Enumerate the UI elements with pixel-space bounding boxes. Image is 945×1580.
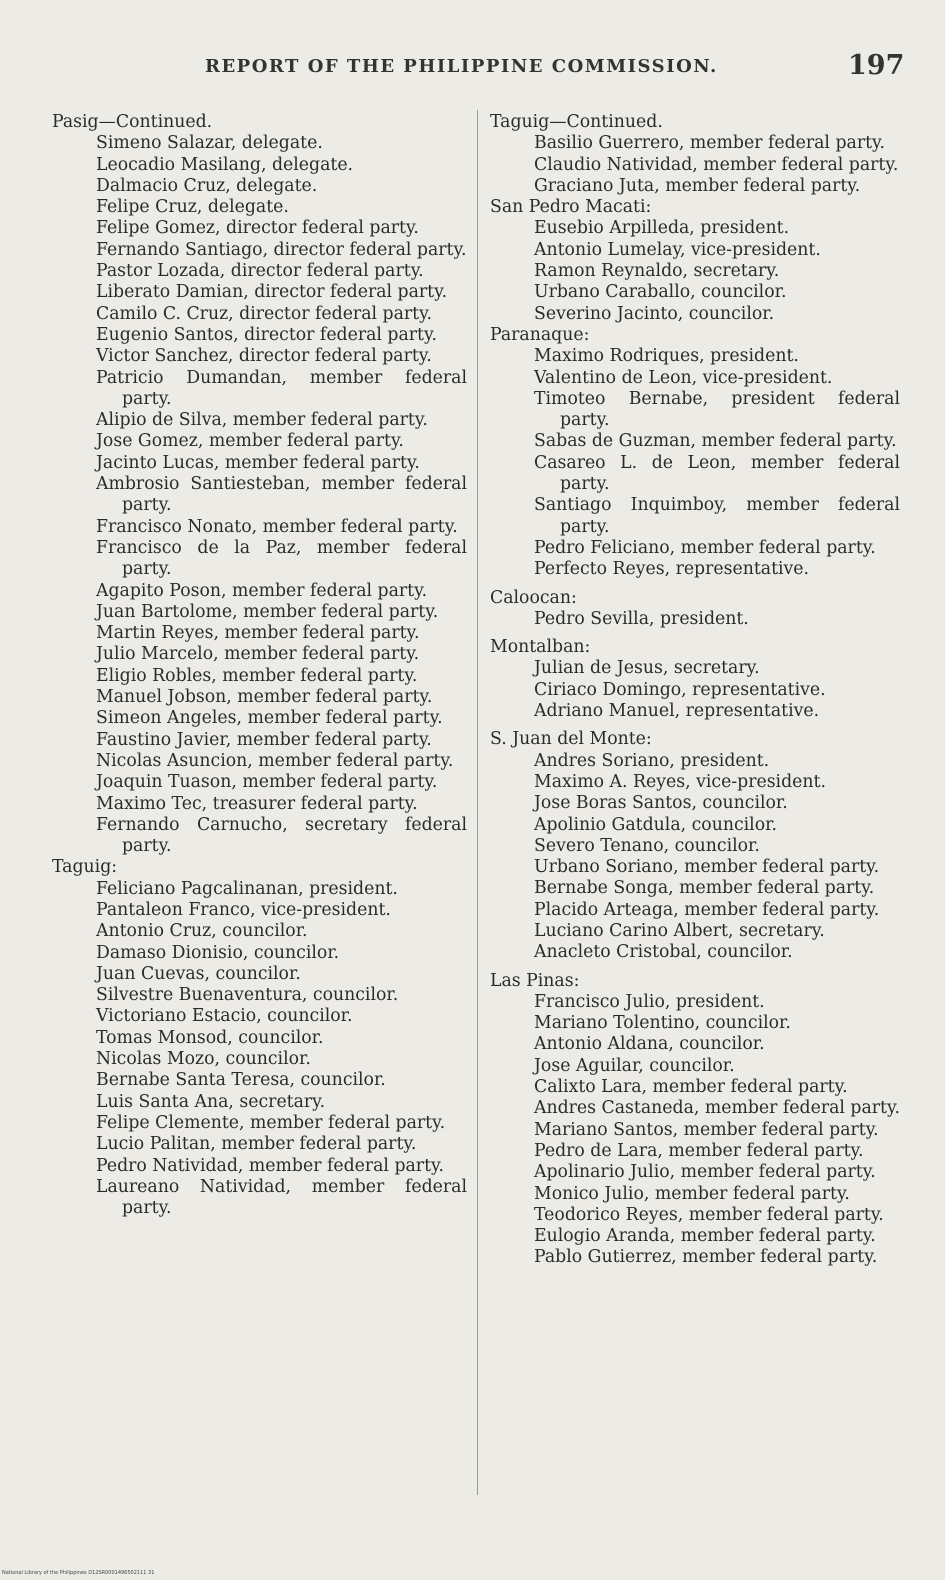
official-entry: Ciriaco Domingo, representative. (534, 679, 826, 700)
official-entry: Pedro Sevilla, president. (534, 608, 749, 629)
official-entry: Severo Tenano, councilor. (534, 835, 760, 856)
official-entry: Teodorico Reyes, member federal party. (534, 1204, 884, 1225)
official-entry: Fernando Carnucho, secretary federal party. (96, 814, 467, 857)
official-entry: Agapito Poson, member federal party. (96, 580, 428, 601)
official-entry: Fernando Santiago, director federal party. (96, 239, 467, 260)
municipality-section (52, 857, 467, 1219)
official-entry: Faustino Javier, member federal party. (96, 729, 432, 750)
official-entry: Graciano Juta, member federal party. (534, 175, 861, 196)
official-entry: Victoriano Estacio, councilor. (96, 1006, 353, 1027)
municipality-section (490, 964, 900, 1269)
official-entry: Juan Cuevas, councilor. (96, 963, 301, 984)
municipality-heading: Paranaque: (490, 324, 590, 345)
municipality-heading: Las Pinas: (490, 970, 580, 991)
official-entry: Pedro Natividad, member federal party. (96, 1155, 444, 1176)
official-entry: Felipe Clemente, member federal party. (96, 1112, 446, 1133)
official-entry: Adriano Manuel, representative. (534, 701, 820, 722)
official-entry: Pedro Feliciano, member federal party. (534, 537, 876, 558)
official-entry: Timoteo Bernabe, president federal party. (534, 388, 900, 431)
municipality-heading: Pasig—Continued. (52, 112, 213, 132)
municipality-heading: S. Juan del Monte: (490, 729, 652, 750)
official-entry: Maximo Rodriques, president. (534, 346, 799, 367)
official-entry: Placido Arteaga, member federal party. (534, 899, 880, 920)
official-entry: Pantaleon Franco, vice-president. (96, 899, 391, 920)
official-entry: Maximo Tec, treasurer federal party. (96, 793, 418, 814)
official-entry: Eusebio Arpilleda, president. (534, 218, 790, 239)
official-entry: Eligio Robles, member federal party. (96, 665, 418, 686)
official-entry: Jose Aguilar, councilor. (534, 1055, 735, 1076)
official-entry: Joaquin Tuason, member federal party. (96, 772, 438, 793)
official-entry: Simeon Angeles, member federal party. (96, 708, 443, 729)
official-entry: Luis Santa Ana, secretary. (96, 1091, 326, 1112)
official-entry: Bernabe Santa Teresa, councilor. (96, 1070, 386, 1091)
official-entry: Santiago Inquimboy, member federal party. (534, 495, 900, 537)
official-entry: Ramon Reynaldo, secretary. (534, 261, 780, 282)
official-entry: Casareo L. de Leon, member federal party. (534, 452, 900, 495)
official-entry: Calixto Lara, member federal party. (534, 1077, 848, 1098)
official-entry: Lucio Palitan, member federal party. (96, 1134, 417, 1155)
official-entry: Juan Bartolome, member federal party. (96, 601, 439, 622)
official-entry: Bernabe Songa, member federal party. (534, 878, 875, 899)
section-gap (490, 581, 900, 588)
left-column (52, 112, 467, 1219)
official-entry: Julian de Jesus, secretary. (534, 658, 760, 679)
official-entry: Eugenio Santos, director federal party. (96, 324, 437, 345)
page-header (0, 50, 945, 84)
official-entry: Jacinto Lucas, member federal party. (96, 452, 420, 473)
official-entry: Feliciano Pagcalinanan, president. (96, 878, 398, 899)
official-entry: Jose Boras Santos, councilor. (534, 793, 788, 814)
official-entry: Jose Gomez, member federal party. (96, 431, 404, 452)
official-entry: Anacleto Cristobal, councilor. (534, 942, 793, 963)
official-entry: Urbano Caraballo, councilor. (534, 282, 787, 303)
municipality-heading: San Pedro Macati: (490, 197, 652, 218)
official-entry: Pastor Lozada, director federal party. (96, 261, 424, 282)
official-entry: Valentino de Leon, vice-president. (534, 367, 833, 388)
official-entry: Laureano Natividad, member federal party. (96, 1176, 467, 1219)
official-entry: Severino Jacinto, councilor. (534, 303, 775, 324)
official-entry: Basilio Guerrero, member federal party. (534, 133, 885, 154)
official-entry: Apolinario Julio, member federal party. (534, 1162, 876, 1183)
official-entry: Francisco de la Paz, member federal party. (96, 537, 467, 580)
municipality-heading: Taguig: (52, 857, 118, 878)
official-entry: Urbano Soriano, member federal party. (534, 857, 880, 878)
official-entry: Antonio Aldana, councilor. (534, 1034, 765, 1055)
running-title: REPORT OF THE PHILIPPINE COMMISSION. (205, 56, 718, 77)
section-gap (490, 964, 900, 971)
municipality-section (490, 325, 900, 581)
official-entry: Sabas de Guzman, member federal party. (534, 431, 897, 452)
official-entry: Dalmacio Cruz, delegate. (96, 175, 318, 196)
official-entry: Damaso Dionisio, councilor. (96, 942, 340, 963)
official-entry: Maximo A. Reyes, vice-president. (534, 771, 826, 792)
page-number: 197 (848, 50, 905, 81)
official-entry: Mariano Tolentino, councilor. (534, 1013, 791, 1034)
official-entry: Manuel Jobson, member federal party. (96, 687, 433, 708)
official-entry: Nicolas Asuncion, member federal party. (96, 750, 454, 771)
column-divider (477, 110, 478, 1495)
municipality-section (490, 630, 900, 722)
right-column (490, 112, 900, 1269)
section-gap (490, 630, 900, 637)
official-entry: Antonio Cruz, councilor. (96, 921, 308, 942)
official-entry: Leocadio Masilang, delegate. (96, 154, 354, 175)
municipality-section (490, 722, 900, 963)
official-entry: Felipe Cruz, delegate. (96, 197, 289, 218)
official-entry: Felipe Gomez, director federal party. (96, 218, 419, 239)
official-entry: Tomas Monsod, councilor. (96, 1027, 324, 1048)
municipality-section (490, 197, 900, 325)
official-entry: Alipio de Silva, member federal party. (96, 410, 428, 431)
official-entry: Ambrosio Santiesteban, member federal party. (96, 474, 467, 516)
scan-footer: National Library of the Philippines D12SR0001496502111 31 (2, 1570, 155, 1576)
official-entry: Simeno Salazar, delegate. (96, 133, 323, 154)
official-entry: Camilo C. Cruz, director federal party. (96, 303, 433, 324)
official-entry: Francisco Nonato, member federal party. (96, 516, 458, 537)
official-entry: Julio Marcelo, member federal party. (96, 644, 420, 665)
official-entry: Antonio Lumelay, vice-president. (534, 239, 821, 260)
official-entry: Luciano Carino Albert, secretary. (534, 920, 825, 941)
official-entry: Claudio Natividad, member federal party. (534, 154, 899, 175)
municipality-heading: Montalban: (490, 637, 591, 658)
municipality-section (490, 112, 900, 197)
official-entry: Francisco Julio, president. (534, 991, 765, 1012)
official-entry: Monico Julio, member federal party. (534, 1183, 850, 1204)
official-entry: Martin Reyes, member federal party. (96, 623, 420, 644)
official-entry: Apolinio Gatdula, councilor. (534, 814, 777, 835)
official-entry: Pablo Gutierrez, member federal party. (534, 1247, 878, 1268)
section-gap (490, 722, 900, 729)
official-entry: Pedro de Lara, member federal party. (534, 1140, 864, 1161)
official-entry: Mariano Santos, member federal party. (534, 1119, 879, 1140)
official-entry: Patricio Dumandan, member federal party. (96, 367, 467, 409)
municipality-heading: Caloocan: (490, 587, 577, 608)
official-entry: Nicolas Mozo, councilor. (96, 1049, 311, 1070)
official-entry: Perfecto Reyes, representative. (534, 559, 810, 580)
official-entry: Eulogio Aranda, member federal party. (534, 1226, 876, 1247)
official-entry: Victor Sanchez, director federal party. (96, 346, 432, 367)
municipality-section (490, 581, 900, 631)
municipality-heading: Taguig—Continued. (490, 112, 663, 132)
municipality-section (52, 112, 467, 857)
official-entry: Andres Castaneda, member federal party. (534, 1098, 900, 1119)
official-entry: Andres Soriano, president. (534, 750, 770, 771)
official-entry: Silvestre Buenaventura, councilor. (96, 985, 399, 1006)
official-entry: Liberato Damian, director federal party. (96, 282, 448, 303)
